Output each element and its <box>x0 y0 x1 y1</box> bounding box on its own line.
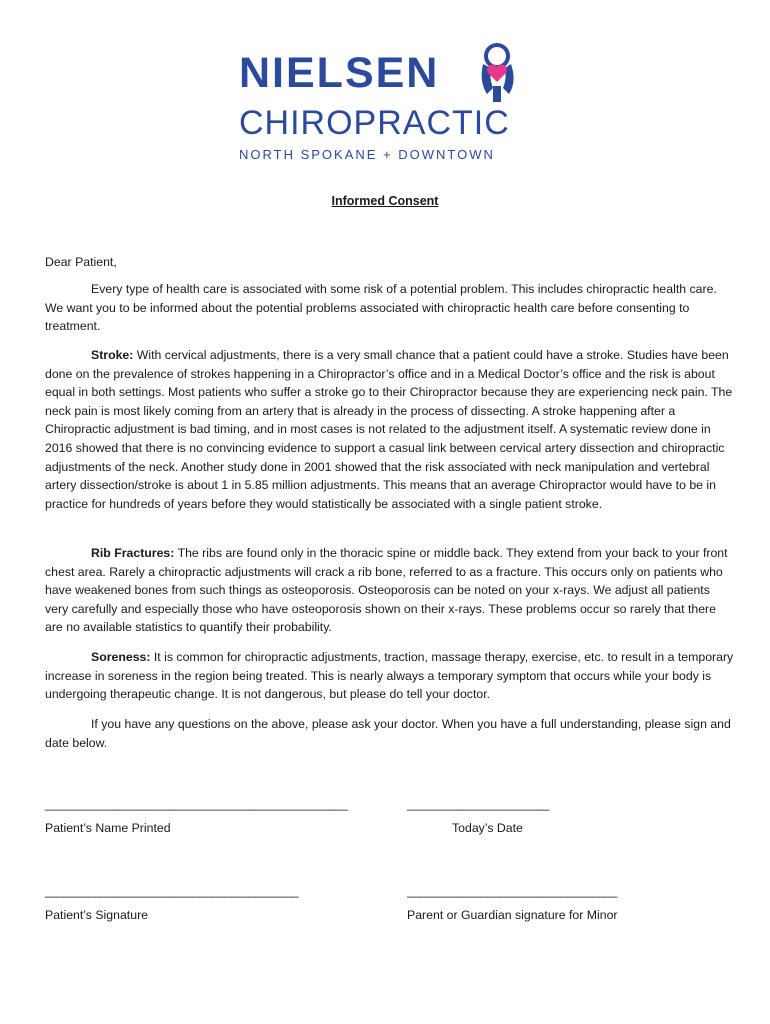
patient-name-label: Patient’s Name Printed <box>45 821 171 835</box>
greeting: Dear Patient, <box>45 255 117 269</box>
spine-heart-icon <box>469 42 529 104</box>
rib-fractures-heading: Rib Fractures: <box>91 546 175 560</box>
date-label: Today’s Date <box>452 821 523 835</box>
logo-line-2: CHIROPRACTIC <box>239 104 510 142</box>
patient-name-line[interactable]: _________________________________________________ <box>45 797 348 811</box>
stroke-heading: Stroke: <box>91 348 134 362</box>
date-line[interactable]: _______________________ <box>407 797 549 811</box>
stroke-text: With cervical adjustments, there is a very small chance that a patient could have a stroke. Studies have been done on the prevalence of strokes happening in a Chiropractor’s office and in a Medical Doctor’s office and the risk is about equal in both settings. Most patients who suffer a stroke go to their Chiropractor because they are experiencing neck pain. The neck pain is most likely coming from an artery that is already in the process of dissecting. A stroke happening after a Chiropractic adjustment is bad timing, and in most cases is not related to the adjustment itself. A systematic review done in 2016 showed that there is no convincing evidence to support a casual link between cervical artery dissection and chiropractic adjustments of the neck. Another study done in 2001 showed that the risk associated with neck manipulation and vertebral artery dissection/stroke is about 1 in 5.85 million adjustments. This means that an average Chiropractor would have to be in practice for hundreds of years before they would statistically be associated with a single patient stroke. <box>45 348 733 511</box>
clinic-logo <box>237 40 537 165</box>
rib-fractures-paragraph <box>45 544 735 637</box>
logo-line-3: NORTH SPOKANE + DOWNTOWN <box>239 147 495 162</box>
intro-paragraph: Every type of health care is associated with some risk of a potential problem. This includes chiropractic health care. We want you to be informed about the potential problems associated with chiropractic health care before consenting to treatment. <box>45 282 717 334</box>
guardian-signature-line[interactable]: __________________________________ <box>407 884 617 898</box>
soreness-text: It is common for chiropractic adjustments, traction, massage therapy, exercise, etc. to result in a temporary increase in soreness in the region being treated. This is nearly always a temporary symptom that occurs while your body is undergoing therapeutic change. It is not dangerous, but please do tell your doctor. <box>45 650 734 702</box>
rib-fractures-text: The ribs are found only in the thoracic spine or middle back. They extend from your back to your front chest area. Rarely a chiropractic adjustments will crack a rib bone, referred to as a fracture. This occurs only on patients who have weakened bones from such things as osteoporosis. Osteoporosis can be noted on your x-rays. We adjust all patients very carefully and especially those who have osteoporosis shown on their x-rays. These problems occur so rarely that there are no available statistics to quantify their probability. <box>45 546 728 635</box>
stroke-paragraph <box>45 346 735 513</box>
document-title: Informed Consent <box>331 194 439 208</box>
guardian-signature-label: Parent or Guardian signature for Minor <box>407 908 618 922</box>
patient-signature-label: Patient’s Signature <box>45 908 148 922</box>
patient-signature-line[interactable]: _________________________________________ <box>45 884 299 898</box>
soreness-paragraph <box>45 648 735 704</box>
logo-line-1: NIELSEN <box>239 49 440 97</box>
closing-paragraph: If you have any questions on the above, please ask your doctor. When you have a full understanding, please sign and date below. <box>45 717 731 750</box>
soreness-heading: Soreness: <box>91 650 151 664</box>
